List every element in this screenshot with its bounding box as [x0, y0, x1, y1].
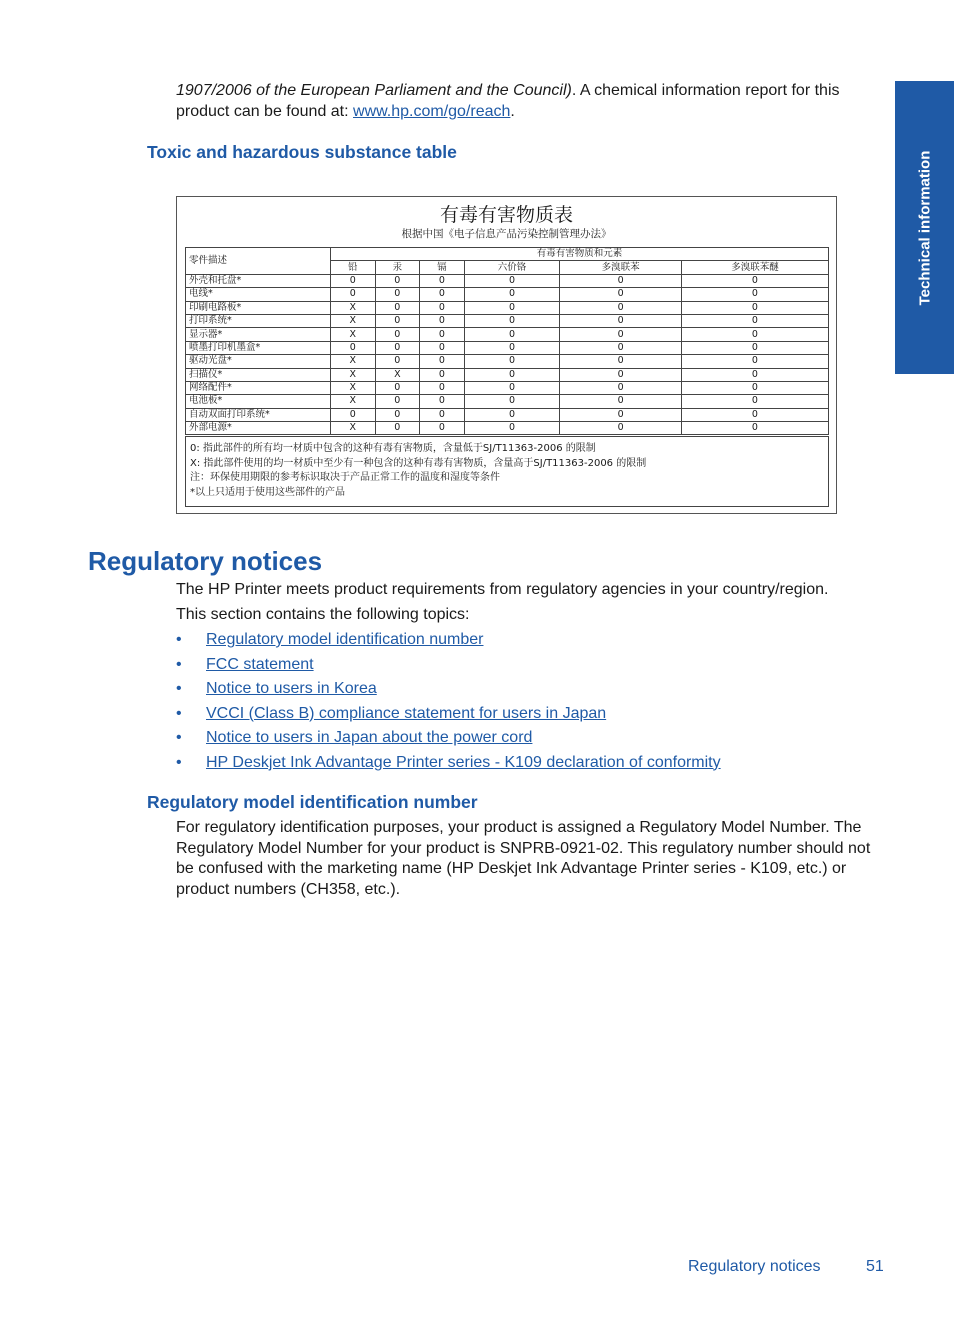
substance-value: 0: [464, 288, 560, 301]
substance-value: 0: [560, 288, 681, 301]
side-tab-label: Technical information: [916, 150, 933, 305]
substance-value: 0: [560, 355, 681, 368]
part-name: 显示器*: [186, 328, 331, 341]
substance-value: 0: [681, 355, 828, 368]
part-name: 外部电源*: [186, 422, 331, 435]
table-subtitle: 根据中国《电子信息产品污染控制管理办法》: [401, 228, 612, 240]
substance-value: 0: [420, 274, 465, 287]
substance-value: X: [331, 355, 376, 368]
table-row: [186, 355, 829, 368]
topic-link[interactable]: FCC statement: [206, 655, 314, 673]
substance-value: 0: [331, 274, 376, 287]
substance-value: 0: [331, 341, 376, 354]
intro-text: . A chemical information report for this product can be found at:: [176, 82, 840, 120]
column-header: 多溴联苯醚: [681, 261, 828, 274]
part-name: 印刷电路板*: [186, 301, 331, 314]
substance-value: 0: [375, 355, 420, 368]
substance-value: 0: [560, 328, 681, 341]
substance-value: 0: [375, 395, 420, 408]
bullet-icon: •: [176, 655, 182, 673]
substance-value: 0: [681, 381, 828, 394]
table-note: X: 指此部件使用的均一材质中至少有一种包含的这种有毒有害物质，含量高于SJ/T11363-2006 的限制: [190, 457, 647, 469]
substance-value: 0: [420, 368, 465, 381]
table-note: 0: 指此部件的所有均一材质中包含的这种有毒有害物质，含量低于SJ/T11363-2006 的限制: [190, 443, 596, 454]
bullet-icon: •: [176, 729, 182, 746]
topic-link[interactable]: HP Deskjet Ink Advantage Printer series - K109 declaration of conformity: [206, 753, 721, 771]
page-number: 51: [866, 1258, 884, 1275]
footer-section: Regulatory notices: [688, 1258, 821, 1275]
substance-value: X: [375, 368, 420, 381]
substance-value: 0: [560, 408, 681, 421]
substance-value: 0: [464, 314, 560, 327]
topics-intro: This section contains the following topics:: [176, 606, 470, 623]
table-row: [186, 328, 829, 341]
part-name: 电线*: [186, 288, 331, 301]
regulatory-intro: The HP Printer meets product requirements from regulatory agencies in your country/region.: [176, 581, 829, 598]
part-name: 自动双面打印系统*: [186, 408, 331, 421]
substance-value: 0: [681, 422, 828, 435]
substance-value: 0: [464, 422, 560, 435]
substance-value: 0: [560, 381, 681, 394]
substance-value: 0: [331, 288, 376, 301]
part-name: 打印系统*: [186, 314, 331, 327]
bullet-icon: •: [176, 704, 182, 722]
substance-value: 0: [464, 381, 560, 394]
substance-value: 0: [464, 328, 560, 341]
topic-link[interactable]: VCCI (Class B) compliance statement for users in Japan: [206, 704, 607, 722]
substance-value: X: [331, 422, 376, 435]
substance-value: 0: [375, 288, 420, 301]
regulatory-heading: Regulatory notices: [88, 546, 323, 576]
part-name: 电池板*: [186, 395, 331, 408]
group-header: 有毒有害物质和元素: [331, 248, 829, 261]
substance-value: 0: [681, 288, 828, 301]
substance-value: 0: [375, 301, 420, 314]
substance-table: [185, 247, 829, 435]
substance-value: 0: [464, 341, 560, 354]
list-item: [176, 630, 721, 655]
table-row: [186, 274, 829, 287]
substance-value: X: [331, 301, 376, 314]
substance-value: 0: [375, 328, 420, 341]
substance-value: 0: [464, 408, 560, 421]
column-header: 汞: [375, 261, 420, 274]
part-name: 扫描仪*: [186, 368, 331, 381]
substance-value: 0: [464, 355, 560, 368]
substance-value: 0: [681, 408, 828, 421]
table-row: [186, 341, 829, 354]
table-row: [186, 381, 829, 394]
list-item: [176, 704, 721, 729]
part-name: 外壳和托盘*: [186, 274, 331, 287]
substance-value: 0: [420, 422, 465, 435]
substance-value: 0: [420, 328, 465, 341]
topic-link[interactable]: Notice to users in Korea: [206, 680, 377, 697]
substance-value: 0: [560, 341, 681, 354]
substance-value: 0: [681, 395, 828, 408]
part-header: 零件描述: [186, 248, 331, 275]
reach-link[interactable]: www.hp.com/go/reach: [353, 102, 511, 120]
substance-value: 0: [375, 314, 420, 327]
substance-value: 0: [375, 422, 420, 435]
table-row: [186, 395, 829, 408]
part-name: 喷墨打印机墨盒*: [186, 341, 331, 354]
substance-value: 0: [464, 368, 560, 381]
substance-value: X: [331, 328, 376, 341]
substance-value: 0: [681, 274, 828, 287]
substance-value: 0: [681, 368, 828, 381]
substance-value: 0: [560, 314, 681, 327]
substance-value: X: [331, 395, 376, 408]
substance-value: 0: [420, 355, 465, 368]
intro-paragraph: [176, 81, 888, 122]
substance-value: 0: [420, 301, 465, 314]
bullet-icon: •: [176, 631, 182, 648]
substance-value: 0: [331, 408, 376, 421]
substance-value: X: [331, 314, 376, 327]
substance-table-image: [176, 196, 837, 514]
substance-value: 0: [420, 314, 465, 327]
substance-value: 0: [420, 395, 465, 408]
topic-list: [176, 630, 721, 777]
topic-link[interactable]: Notice to users in Japan about the power cord: [206, 729, 533, 746]
table-title: 有毒有害物质表: [439, 204, 573, 226]
table-notes: [185, 436, 829, 507]
substance-value: 0: [681, 314, 828, 327]
substance-value: 0: [375, 274, 420, 287]
part-name: 网络配件*: [186, 381, 331, 394]
intro-end: .: [510, 102, 515, 120]
table-row: [186, 288, 829, 301]
table-row: [186, 422, 829, 435]
table-row: [186, 314, 829, 327]
table-row: [186, 368, 829, 381]
bullet-icon: •: [176, 753, 182, 771]
substance-value: 0: [560, 301, 681, 314]
substance-value: 0: [681, 301, 828, 314]
substance-value: 0: [560, 274, 681, 287]
list-item: [176, 679, 721, 704]
substance-value: 0: [464, 301, 560, 314]
substance-value: 0: [420, 408, 465, 421]
column-header: 六价铬: [464, 261, 560, 274]
table-row: [186, 408, 829, 421]
list-item: [176, 655, 721, 680]
intro-italic: 1907/2006 of the European Parliament and the Council): [176, 82, 572, 99]
column-header: 铅: [331, 261, 376, 274]
column-header: 镉: [420, 261, 465, 274]
toxic-heading: Toxic and hazardous substance table: [147, 142, 457, 162]
list-item: [176, 753, 721, 778]
bullet-icon: •: [176, 680, 182, 697]
substance-value: 0: [420, 288, 465, 301]
substance-value: 0: [681, 341, 828, 354]
table-note: *以上只适用于使用这些部件的产品: [190, 486, 345, 498]
substance-value: 0: [420, 381, 465, 394]
part-name: 驱动光盘*: [186, 355, 331, 368]
substance-value: 0: [560, 422, 681, 435]
side-section-tab: [895, 81, 954, 374]
table-note: 注：环保使用期限的参考标识取决于产品正常工作的温度和湿度等条件: [190, 472, 500, 483]
substance-value: 0: [560, 395, 681, 408]
column-header: 多溴联苯: [560, 261, 681, 274]
substance-value: 0: [464, 274, 560, 287]
model-id-heading: Regulatory model identification number: [147, 792, 478, 812]
substance-value: X: [331, 368, 376, 381]
substance-value: 0: [375, 408, 420, 421]
substance-value: 0: [681, 328, 828, 341]
list-item: [176, 728, 721, 753]
substance-value: 0: [375, 341, 420, 354]
substance-value: 0: [375, 381, 420, 394]
substance-value: 0: [560, 368, 681, 381]
substance-value: 0: [420, 341, 465, 354]
substance-value: 0: [464, 395, 560, 408]
model-id-body: For regulatory identification purposes, your product is assigned a Regulatory Model Number. The Regulatory Model Number for your product is SNPRB-0921-02. This regulatory number should not be confused with the marketing name (HP Deskjet Ink Advantage Printer series - K109, etc.) or product numbers (CH358, etc.).: [176, 819, 871, 898]
topic-link[interactable]: Regulatory model identification number: [206, 631, 484, 648]
substance-value: X: [331, 381, 376, 394]
table-row: [186, 301, 829, 314]
